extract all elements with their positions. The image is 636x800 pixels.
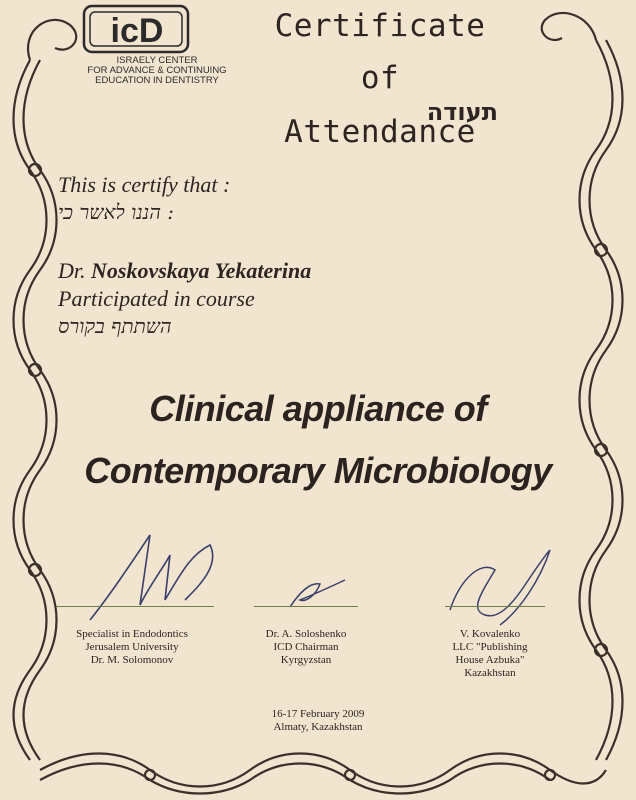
- signatory-line: Specialist in Endodontics: [76, 628, 188, 640]
- title-line-1: Certificate of: [274, 8, 486, 96]
- signatory-line: House Azbuka": [455, 654, 525, 666]
- icd-logo: [82, 2, 232, 94]
- signatory-line: Kyrgyzstan: [280, 654, 332, 666]
- certificate-title: [250, 0, 510, 158]
- signature-solomonov: [80, 525, 230, 625]
- logo-line: FOR ADVANCE & CONTINUING: [87, 65, 227, 76]
- icd-logo-mark: [82, 2, 192, 54]
- certify-hebrew: : הננו לאשר כי: [58, 200, 175, 224]
- title-line-2: Attendance: [284, 114, 476, 150]
- signatory-line: Kazakhstan: [464, 667, 516, 679]
- recipient-name: [58, 258, 311, 284]
- signatory-line: LLC "Publishing: [452, 641, 528, 653]
- signatory-line: Dr. A. Soloshenko: [265, 628, 347, 640]
- signatory-kovalenko: [420, 628, 560, 680]
- certify-text: This is certify that :: [58, 172, 231, 197]
- signature-line-right: [445, 606, 545, 607]
- event-place: Almaty, Kazakhstan: [273, 721, 363, 733]
- course-title-line-1: Clinical appliance of: [149, 388, 487, 429]
- signature-line-middle: [254, 606, 358, 607]
- hebrew-title: תעודה: [426, 98, 498, 126]
- signature-kovalenko: [440, 540, 555, 630]
- logo-line: ISRAELY CENTER: [116, 55, 198, 66]
- signatory-solomonov: [42, 628, 222, 667]
- signatory-line: Jerusalem University: [85, 641, 179, 653]
- event-dates: 16-17 February 2009: [271, 708, 365, 720]
- signatory-soloshenko: [230, 628, 382, 667]
- logo-caption: [82, 56, 232, 86]
- signatory-line: ICD Chairman: [273, 641, 339, 653]
- logo-mark-text: icD: [110, 12, 164, 50]
- signatory-line: Dr. M. Solomonov: [90, 654, 174, 666]
- signatory-line: V. Kovalenko: [459, 628, 521, 640]
- logo-line: EDUCATION IN DENTISTRY: [95, 75, 219, 86]
- recipient-full-name: Noskovskaya Yekaterina: [91, 258, 312, 283]
- participated-hebrew: השתתף בקורס: [58, 314, 172, 338]
- signature-line-left: [56, 606, 214, 607]
- course-title-line-2: Contemporary Microbiology: [84, 450, 552, 491]
- participated-text: Participated in course: [58, 286, 255, 311]
- recipient-prefix: Dr.: [58, 258, 86, 283]
- event-date-place: [218, 708, 418, 734]
